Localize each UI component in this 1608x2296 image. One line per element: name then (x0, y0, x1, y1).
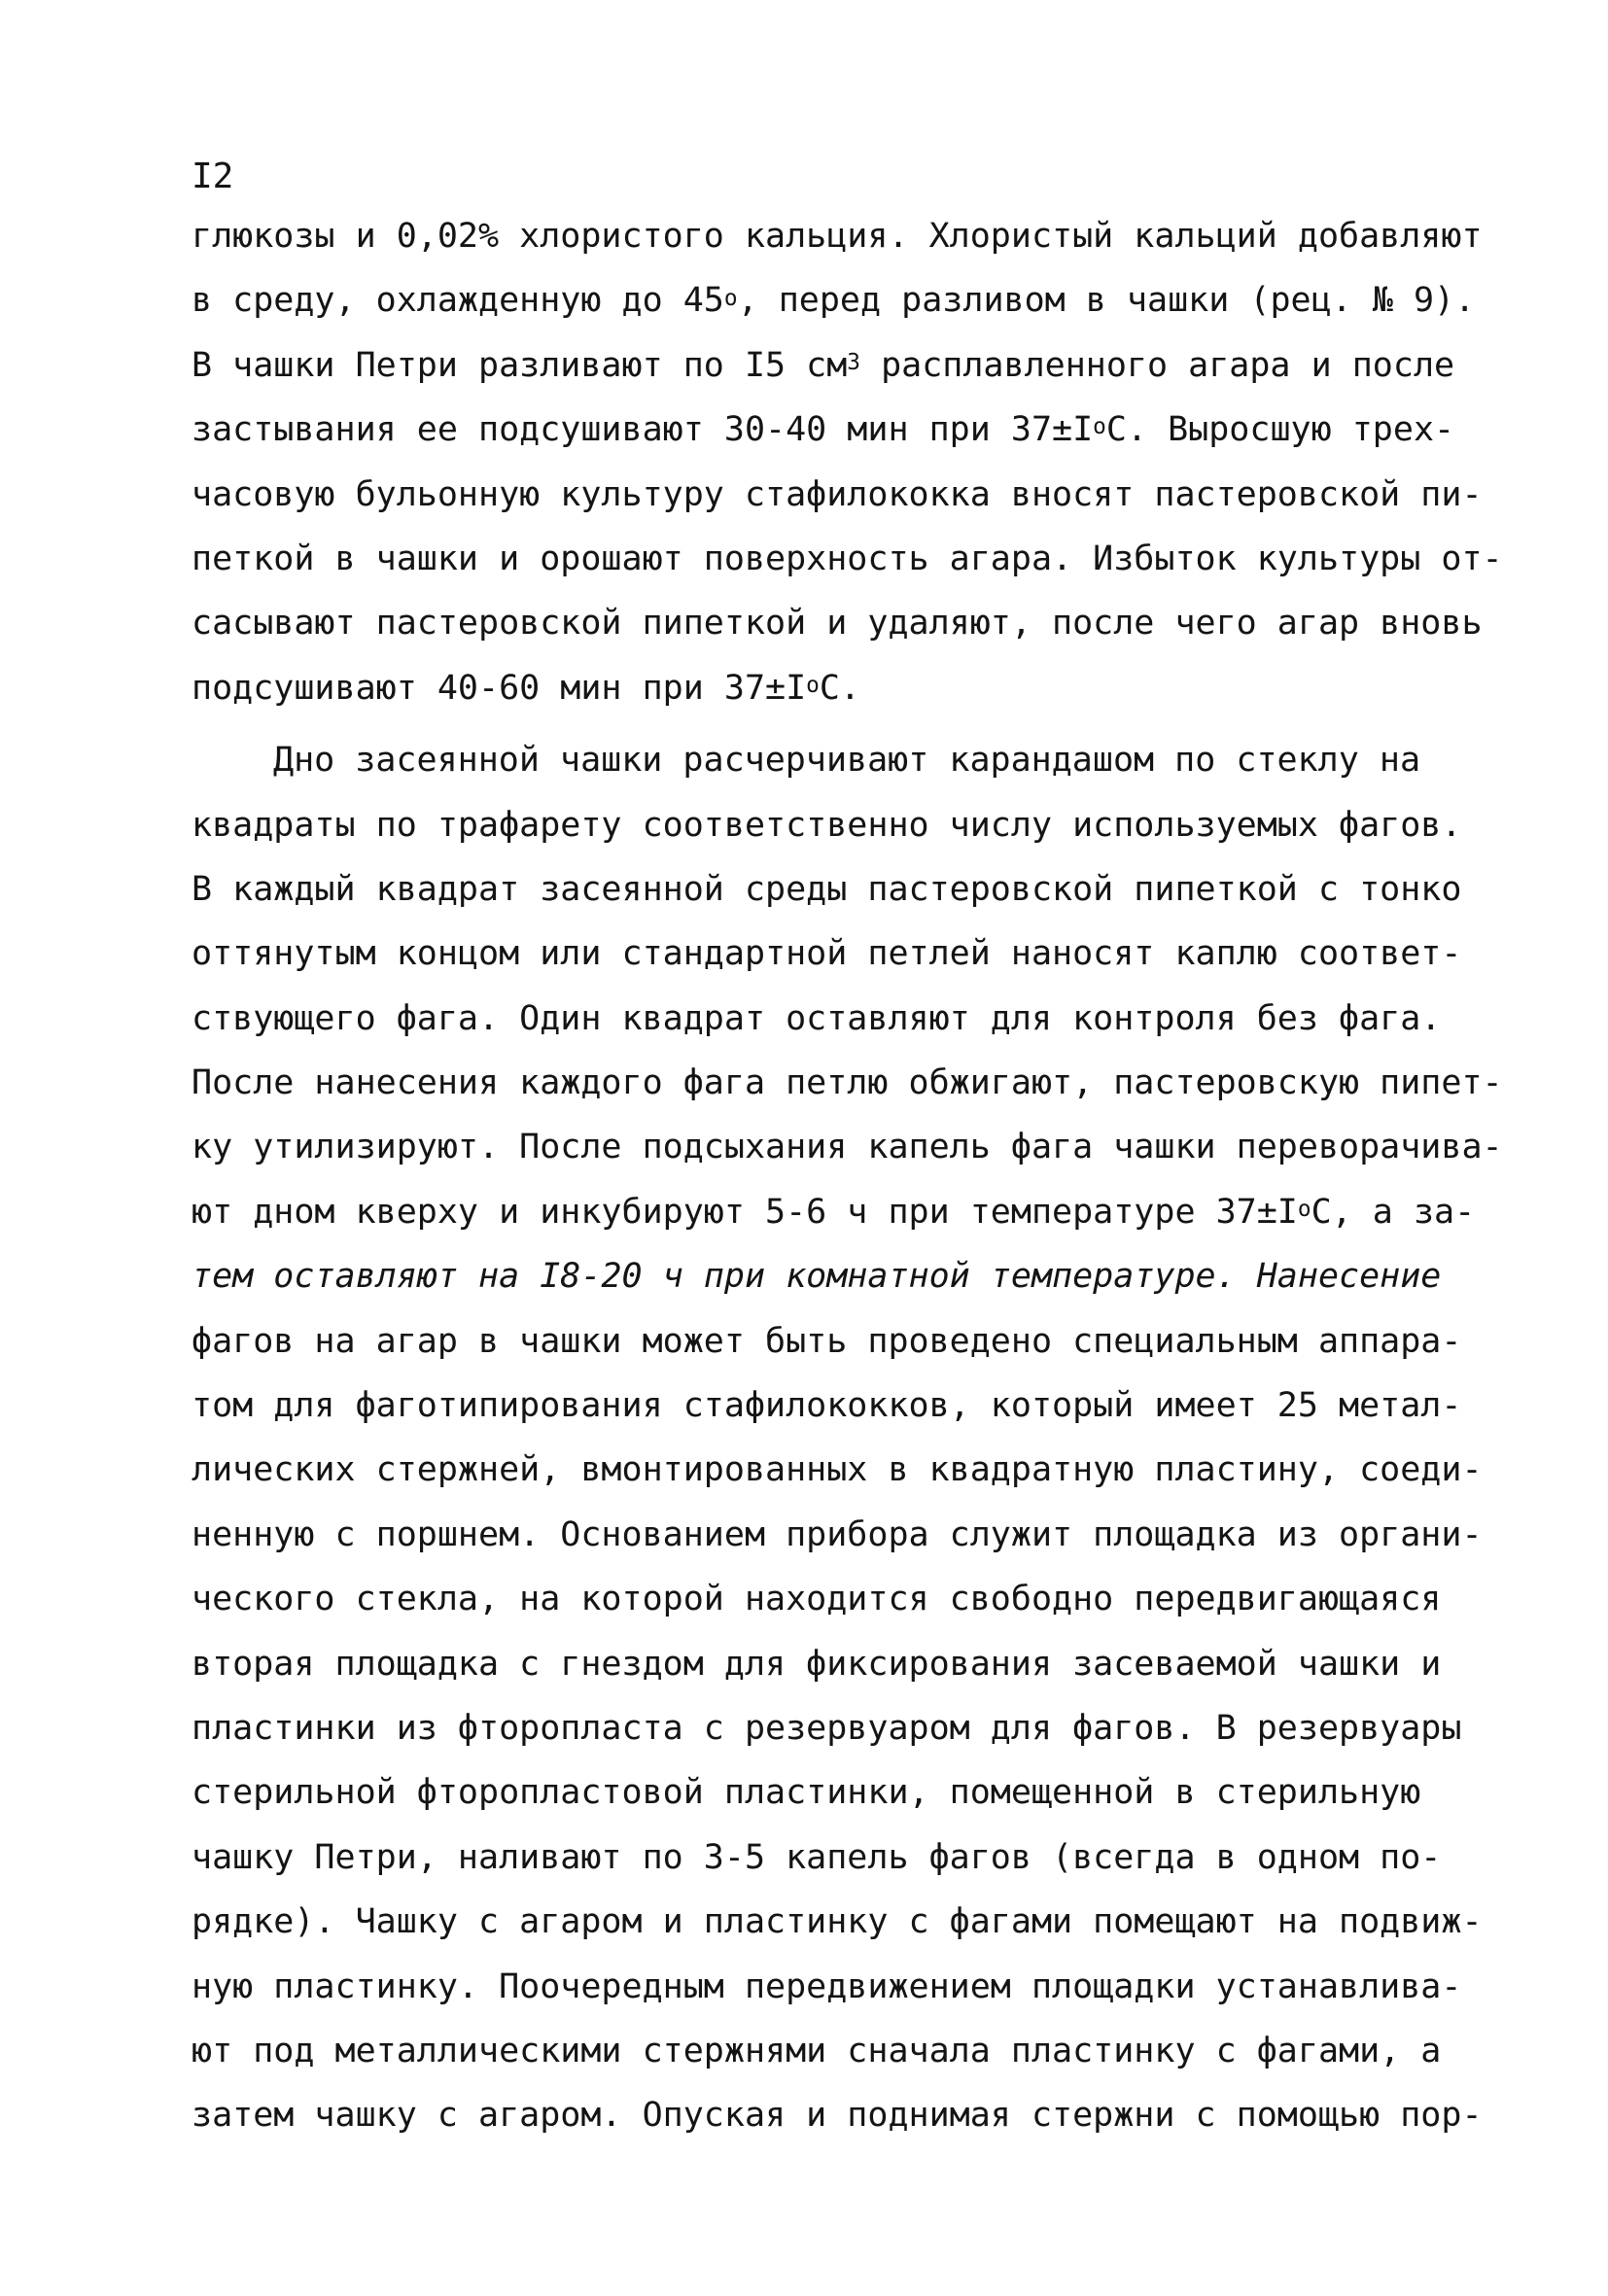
text-line: фагов на агар в чашки может быть проведено специальным аппара- (192, 1321, 1462, 1361)
degree-superscript: о (806, 672, 820, 698)
text-line: Дно засеянной чашки расчерчивают карандашом по стеклу на (273, 741, 1421, 781)
cube-superscript: 3 (847, 349, 860, 375)
text-line: ческого стекла, на которой находится свободно передвигающаяся (192, 1580, 1442, 1619)
text-line: ют дном кверху и инкубируют 5-6 ч при температуре $37\pm I^оС$, а за- (192, 1192, 1476, 1232)
text-line: чашку Петри, наливают по 3-5 капель фагов (всегда в одном по- (192, 1837, 1442, 1877)
text-line: ют под металлическими стержнями сначала пластинку с фагами, а (192, 2031, 1442, 2070)
text-line: ненную с поршнем. Основанием прибора служит площадка из органи- (192, 1514, 1483, 1554)
degree-superscript: о (1093, 414, 1106, 440)
text-line: том для фаготипирования стафилококков, который имеет 25 метал- (192, 1386, 1462, 1426)
text-line: петкой в чашки и орошают поверхность агара. Избыток культуры от- (192, 539, 1503, 578)
text-line: ствующего фага. Один квадрат оставляют для контроля без фага. (192, 998, 1442, 1038)
text-line: оттянутым концом или стандартной петлей наносят каплю соответ- (192, 934, 1462, 974)
text-line: подсушивают 40-60 мин при $37\pm I^оС$. (192, 668, 861, 708)
text-line: рядке). Чашку с агаром и пластинку с фагами помещают на подвиж- (192, 1902, 1483, 1942)
text-line: ную пластинку. Поочередным передвижением площадки устанавлива- (192, 1966, 1462, 2006)
text-line: тем оставляют на I8-20 ч при комнатной температуре. Нанесение (192, 1257, 1442, 1297)
text-line: В чашки Петри разливают по I5 $см^3$ расплавленного агара и после (192, 345, 1455, 385)
text-line: ку утилизируют. После подсыхания капель фага чашки переворачива- (192, 1128, 1503, 1167)
text-line: стерильной фторопластовой пластинки, помещенной в стерильную (192, 1773, 1421, 1813)
text-line: пластинки из фторопласта с резервуаром для фагов. В резервуары (192, 1708, 1462, 1748)
text-line: В каждый квадрат засеянной среды пастеровской пипеткой с тонко (192, 869, 1462, 909)
page-number: I2 (192, 157, 234, 196)
text-line: глюкозы и 0,02% хлористого кальция. Хлористый кальций добавляют (192, 217, 1483, 256)
text-line: После нанесения каждого фага петлю обжигают, пастеровскую пипет- (192, 1063, 1503, 1103)
text-line: затем чашку с агаром. Опуская и поднимая стержни с помощью пор- (192, 2096, 1483, 2136)
text-line: вторая площадка с гнездом для фиксирования засеваемой чашки и (192, 1644, 1442, 1684)
text-line: квадраты по трафарету соответственно числу используемых фагов. (192, 805, 1462, 845)
text-line: в среду, охлажденную до $45^о$, перед разливом в чашки (рец. № 9). (192, 281, 1476, 321)
text-line: часовую бульонную культуру стафилококка вносят пастеровской пи- (192, 474, 1483, 514)
text-line: лических стержней, вмонтированных в квадратную пластину, соеди- (192, 1450, 1483, 1490)
page-text (192, 204, 1503, 2148)
degree-superscript: о (1297, 1197, 1311, 1223)
text-line: сасывают пастеровской пипеткой и удаляют, после чего агар вновь (192, 604, 1483, 644)
degree-superscript: о (723, 285, 738, 311)
text-line: застывания ее подсушивают 30-40 мин при $37\pm I^оС$. Выросшую трех- (192, 410, 1455, 450)
